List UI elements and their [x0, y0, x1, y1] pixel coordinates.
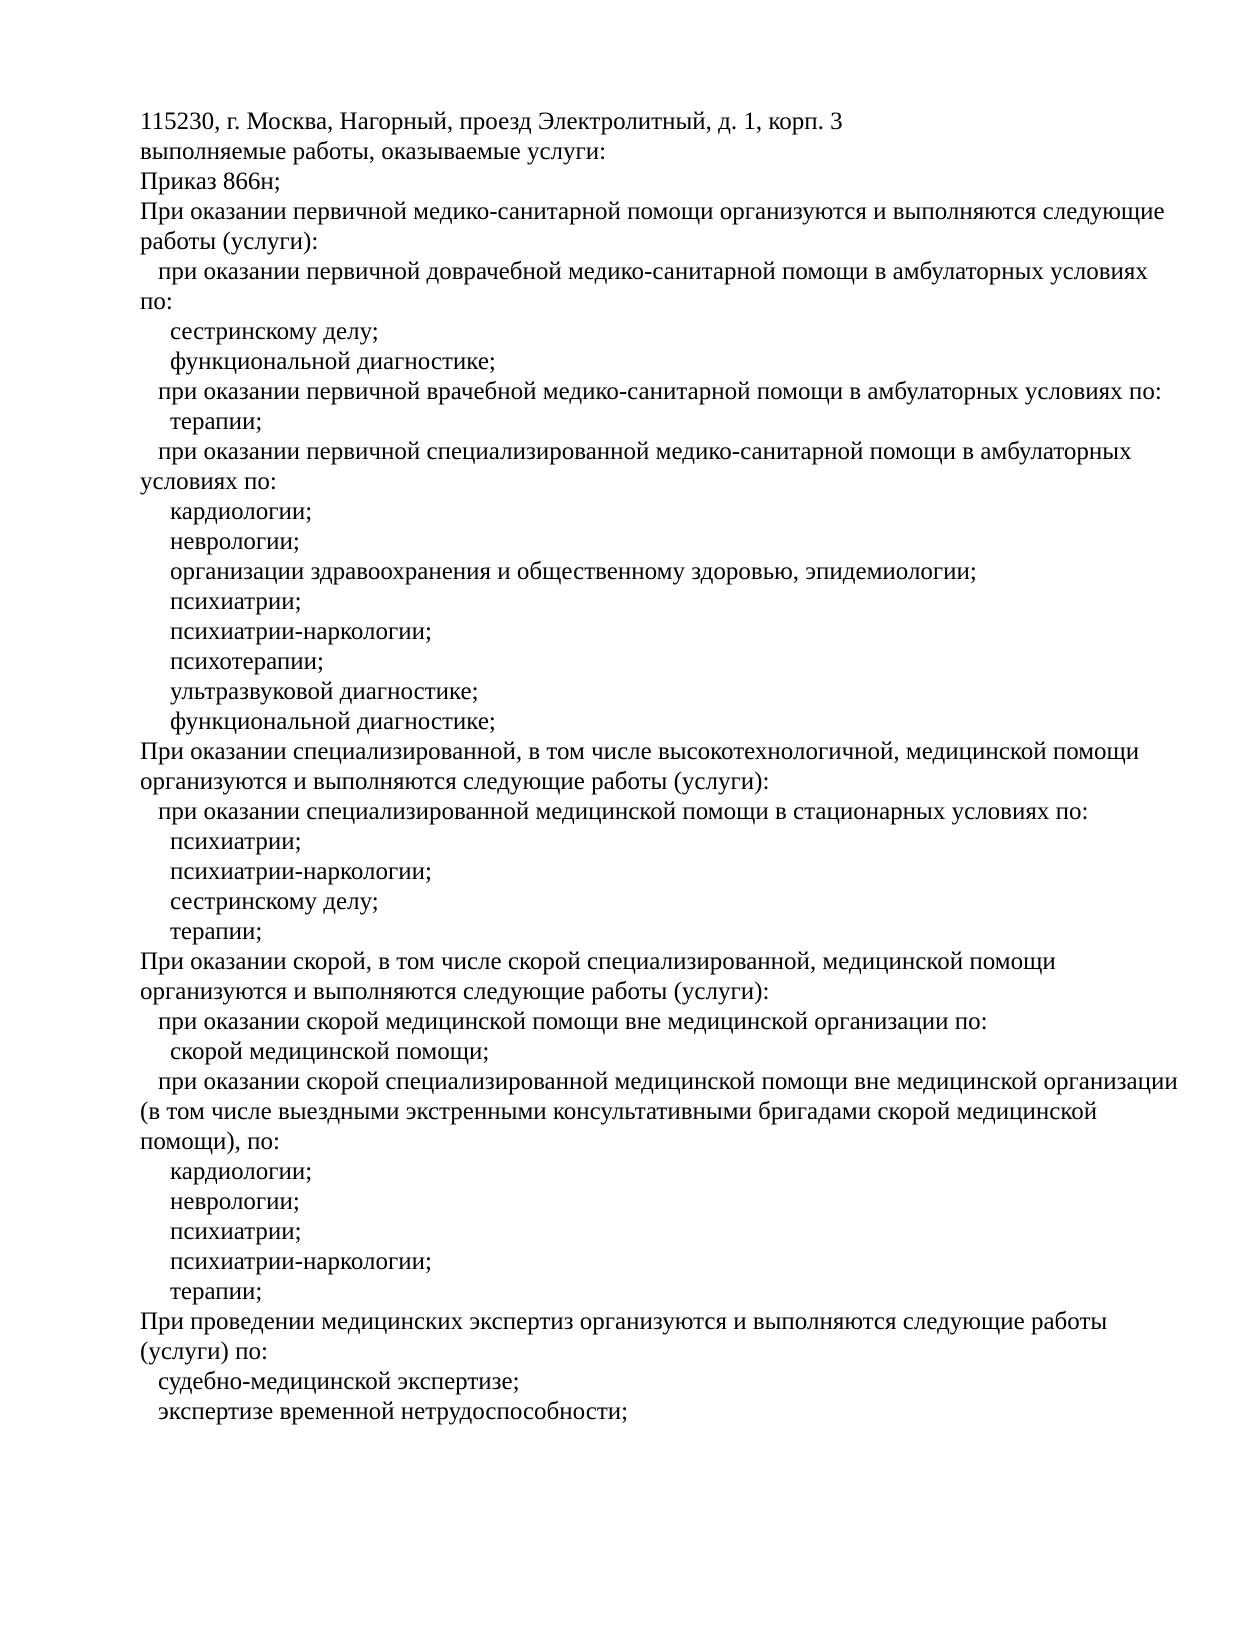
service-item-line: психиатрии-наркологии;	[170, 618, 432, 645]
service-item-line: ультразвуковой диагностике;	[170, 678, 479, 705]
service-item-line: психиатрии;	[170, 588, 302, 615]
service-item-line: терапии;	[170, 918, 263, 945]
service-item-line: терапии;	[170, 1278, 263, 1305]
section-text-line: организуются и выполняются следующие работы (услуги):	[140, 768, 770, 795]
address-line: 115230, г. Москва, Нагорный, проезд Электролитный, д. 1, корп. 3	[140, 108, 843, 135]
section-heading-line: При оказании скорой, в том числе скорой специализированной, медицинской помощи	[140, 948, 1056, 975]
subsection-line: при оказании первичной доврачебной медико-санитарной помощи в амбулаторных условиях	[158, 258, 1148, 285]
section-heading-line: При оказании первичной медико-санитарной помощи организуются и выполняются следующие	[140, 198, 1165, 225]
service-item-line: психиатрии-наркологии;	[170, 1248, 432, 1275]
order-line: Приказ 866н;	[140, 168, 281, 195]
works-label-line: выполняемые работы, оказываемые услуги:	[140, 138, 607, 165]
service-item-line: скорой медицинской помощи;	[170, 1038, 490, 1065]
subsection-line: при оказании скорой специализированной медицинской помощи вне медицинской организации	[158, 1068, 1178, 1095]
service-item-line: функциональной диагностике;	[170, 708, 496, 735]
section-text-line: условиях по:	[140, 468, 277, 495]
section-text-line: помощи), по:	[140, 1128, 281, 1155]
service-item-line: психиатрии;	[170, 1218, 302, 1245]
subsection-line: при оказании специализированной медицинской помощи в стационарных условиях по:	[158, 798, 1089, 825]
subsection-line: судебно-медицинской экспертизе;	[158, 1368, 520, 1395]
service-item-line: терапии;	[170, 408, 263, 435]
service-item-line: психиатрии-наркологии;	[170, 858, 432, 885]
subsection-line: экспертизе временной нетрудоспособности;	[158, 1398, 629, 1425]
service-item-line: неврологии;	[170, 1188, 300, 1215]
section-heading-line: При оказании специализированной, в том числе высокотехнологичной, медицинской помощи	[140, 738, 1140, 765]
service-item-line: функциональной диагностике;	[170, 348, 496, 375]
section-heading-line: При проведении медицинских экспертиз организуются и выполняются следующие работы	[140, 1308, 1108, 1335]
service-item-line: кардиологии;	[170, 1158, 313, 1185]
subsection-line: при оказании скорой медицинской помощи вне медицинской организации по:	[158, 1008, 988, 1035]
section-text-line: (услуги) по:	[140, 1338, 268, 1365]
service-item-line: организации здравоохранения и общественному здоровью, эпидемиологии;	[170, 558, 977, 585]
section-text-line: организуются и выполняются следующие работы (услуги):	[140, 978, 770, 1005]
section-text-line: по:	[140, 288, 173, 315]
document-text-block	[140, 107, 1178, 1427]
service-item-line: сестринскому делу;	[170, 318, 379, 345]
subsection-line: при оказании первичной врачебной медико-санитарной помощи в амбулаторных условиях по:	[158, 378, 1162, 405]
service-item-line: неврологии;	[170, 528, 300, 555]
service-item-line: кардиологии;	[170, 498, 313, 525]
section-text-line: (в том числе выездными экстренными консультативными бригадами скорой медицинской	[140, 1098, 1098, 1125]
service-item-line: сестринскому делу;	[170, 888, 379, 915]
service-item-line: психиатрии;	[170, 828, 302, 855]
subsection-line: при оказании первичной специализированной медико-санитарной помощи в амбулаторных	[158, 438, 1132, 465]
section-text-line: работы (услуги):	[140, 228, 319, 255]
service-item-line: психотерапии;	[170, 648, 324, 675]
